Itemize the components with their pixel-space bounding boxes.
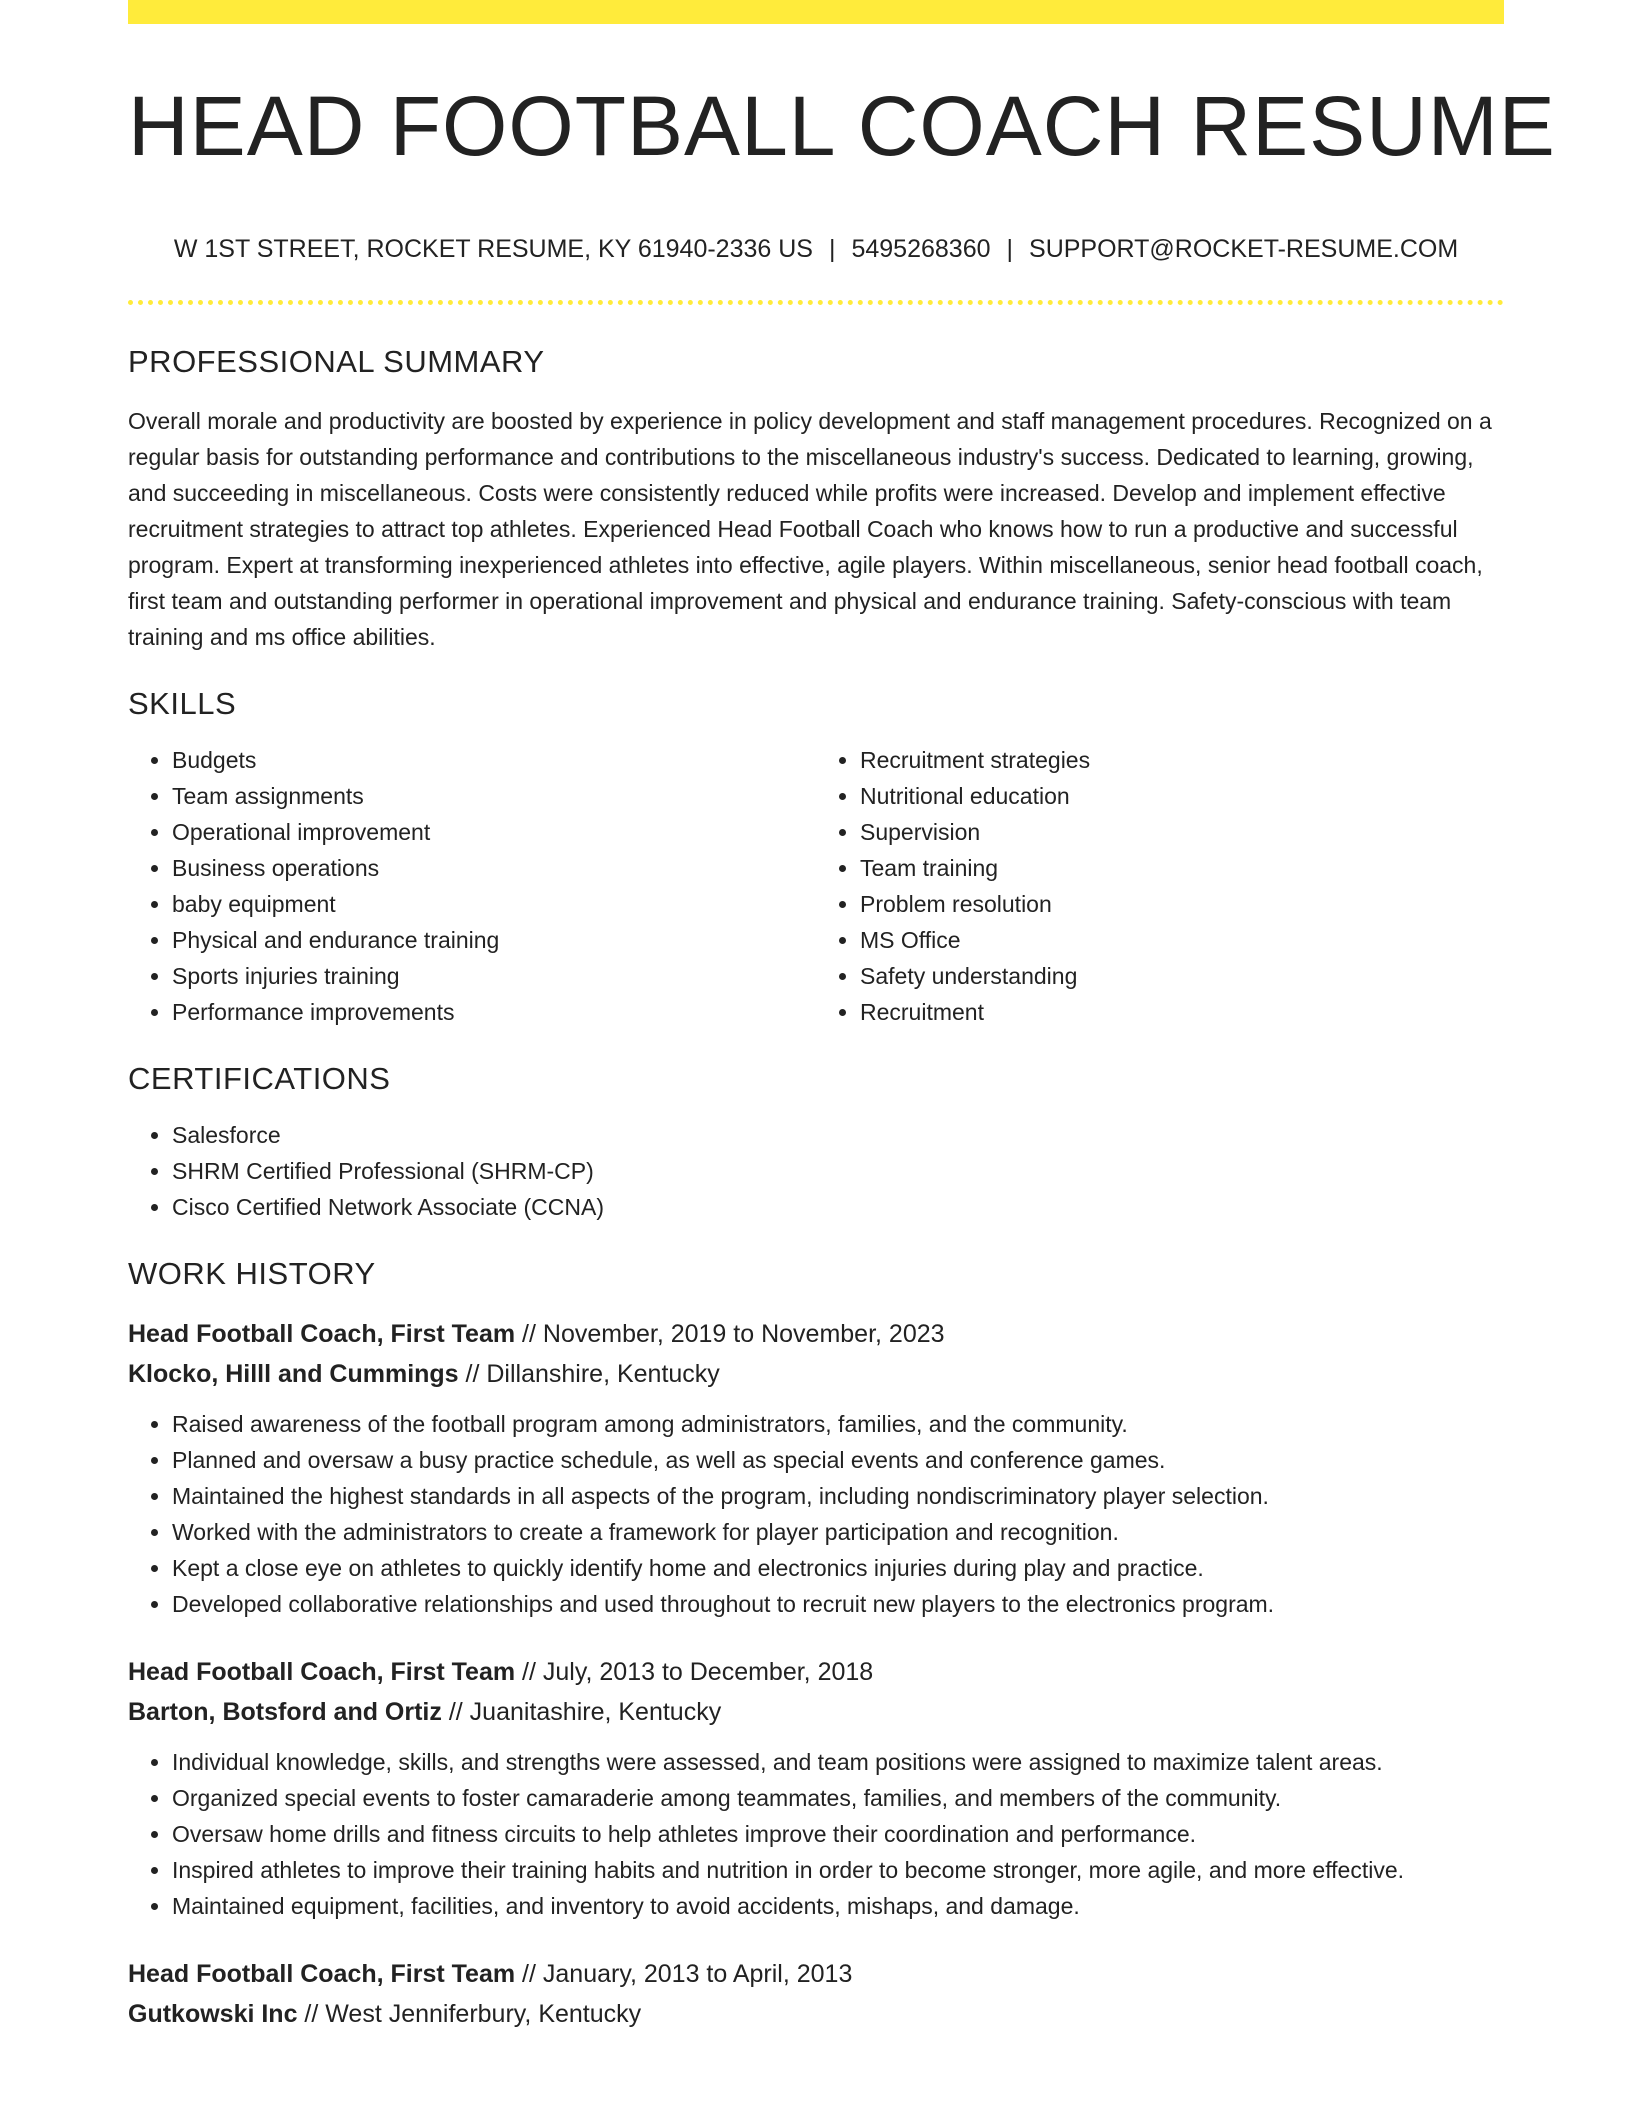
list-item: • Maintained the highest standards in all aspects of the program, including nondiscriminatory player selection. (172, 1478, 1504, 1514)
contact-separator: | (828, 235, 836, 264)
list-item: • Nutritional education (860, 778, 1504, 814)
contact-separator: | (1006, 235, 1014, 264)
job-dates: // January, 2013 to April, 2013 (515, 1960, 853, 1989)
list-item: • Team assignments (172, 778, 816, 814)
skills-grid (128, 742, 1504, 1030)
list-item: • Supervision (860, 814, 1504, 850)
job-duties-list (128, 1744, 1504, 1924)
list-item: • Organized special events to foster camaraderie among teammates, families, and members of the community. (172, 1780, 1504, 1816)
list-item: • Maintained equipment, facilities, and inventory to avoid accidents, mishaps, and damage. (172, 1888, 1504, 1924)
list-item: • Performance improvements (172, 994, 816, 1030)
summary-text: Overall morale and productivity are boosted by experience in policy development and staff management procedures. Recognized on a regular basis for outstanding performance and contributions to the miscellaneous industry's success. Dedicated to learning, growing, and succeeding in miscellaneous. Costs were consistently reduced while profits were increased. Develop and implement effective recruitment strategies to attract top athletes. Experienced Head Football Coach who knows how to run a productive and successful program. Expert at transforming inexperienced athletes into effective, agile players. Within miscellaneous, senior head football coach, first team and outstanding performer in operational improvement and physical and endurance training. Safety-conscious with team training and ms office abilities. (128, 407, 1492, 650)
skills-heading: SKILLS (128, 685, 237, 721)
list-item: • SHRM Certified Professional (SHRM-CP) (172, 1153, 1504, 1189)
list-item: • Sports injuries training (172, 958, 816, 994)
job-title: Head Football Coach, First Team (128, 1960, 516, 1989)
job-title: Head Football Coach, First Team (128, 1320, 516, 1349)
contact-address: W 1ST STREET, ROCKET RESUME, KY 61940-2336 US (173, 235, 813, 264)
list-item: • Cisco Certified Network Associate (CCNA) (172, 1189, 1504, 1225)
certifications-heading: CERTIFICATIONS (128, 1060, 391, 1096)
contact-email[interactable]: SUPPORT@ROCKET-RESUME.COM (1029, 235, 1459, 264)
list-item: • Business operations (172, 850, 816, 886)
list-item: • Raised awareness of the football program among administrators, families, and the community. (172, 1406, 1504, 1442)
list-item: • Inspired athletes to improve their training habits and nutrition in order to become stronger, more agile, and more effective. (172, 1852, 1504, 1888)
list-item: • Developed collaborative relationships and used throughout to recruit new players to the electronics program. (172, 1586, 1504, 1622)
job-company: Barton, Botsford and Ortiz (128, 1698, 442, 1727)
list-item: • MS Office (860, 922, 1504, 958)
job-location: // West Jenniferbury, Kentucky (297, 2000, 642, 2029)
contact-line (128, 234, 1504, 264)
list-item: • Budgets (172, 742, 816, 778)
work-history-heading: WORK HISTORY (128, 1255, 376, 1291)
job-location: // Juanitashire, Kentucky (441, 1698, 722, 1727)
job-company-line (128, 1994, 1504, 2034)
certifications-list (128, 1117, 1504, 1225)
dotted-divider (128, 300, 1504, 305)
job-title: Head Football Coach, First Team (128, 1658, 516, 1687)
job-location: // Dillanshire, Kentucky (458, 1360, 720, 1389)
resume-page (128, 0, 1556, 2034)
job-entry (128, 1652, 1504, 1924)
list-item: • Operational improvement (172, 814, 816, 850)
list-item: • Recruitment strategies (860, 742, 1504, 778)
job-dates: // November, 2019 to November, 2023 (515, 1320, 945, 1349)
list-item: • Team training (860, 850, 1504, 886)
summary-heading: PROFESSIONAL SUMMARY (128, 344, 545, 380)
job-title-line (128, 1314, 1504, 1354)
skills-list-left (128, 742, 816, 1030)
job-entry (128, 1954, 1504, 2034)
skills-list-right (816, 742, 1504, 1030)
job-dates: // July, 2013 to December, 2018 (515, 1658, 874, 1687)
list-item: • Worked with the administrators to create a framework for player participation and recognition. (172, 1514, 1504, 1550)
contact-phone: 5495268360 (851, 235, 991, 264)
top-accent-bar (128, 0, 1504, 24)
list-item: • Safety understanding (860, 958, 1504, 994)
list-item: • Planned and oversaw a busy practice schedule, as well as special events and conference games. (172, 1442, 1504, 1478)
job-entry (128, 1314, 1504, 1622)
page-title: HEAD FOOTBALL COACH RESUME (128, 79, 1556, 173)
list-item: • Recruitment (860, 994, 1504, 1030)
job-company-line (128, 1692, 1504, 1732)
list-item: • Oversaw home drills and fitness circuits to help athletes improve their coordination and performance. (172, 1816, 1504, 1852)
list-item: • baby equipment (172, 886, 816, 922)
list-item: • Kept a close eye on athletes to quickly identify home and electronics injuries during play and practice. (172, 1550, 1504, 1586)
job-duties-list (128, 1406, 1504, 1622)
list-item: • Physical and endurance training (172, 922, 816, 958)
job-company-line (128, 1354, 1504, 1394)
list-item: • Problem resolution (860, 886, 1504, 922)
job-title-line (128, 1954, 1504, 1994)
job-company: Gutkowski Inc (128, 2000, 298, 2029)
list-item: • Salesforce (172, 1117, 1504, 1153)
work-history-list (128, 1314, 1504, 2034)
job-company: Klocko, Hilll and Cummings (128, 1360, 459, 1389)
list-item: • Individual knowledge, skills, and strengths were assessed, and team positions were assigned to maximize talent areas. (172, 1744, 1504, 1780)
job-title-line (128, 1652, 1504, 1692)
